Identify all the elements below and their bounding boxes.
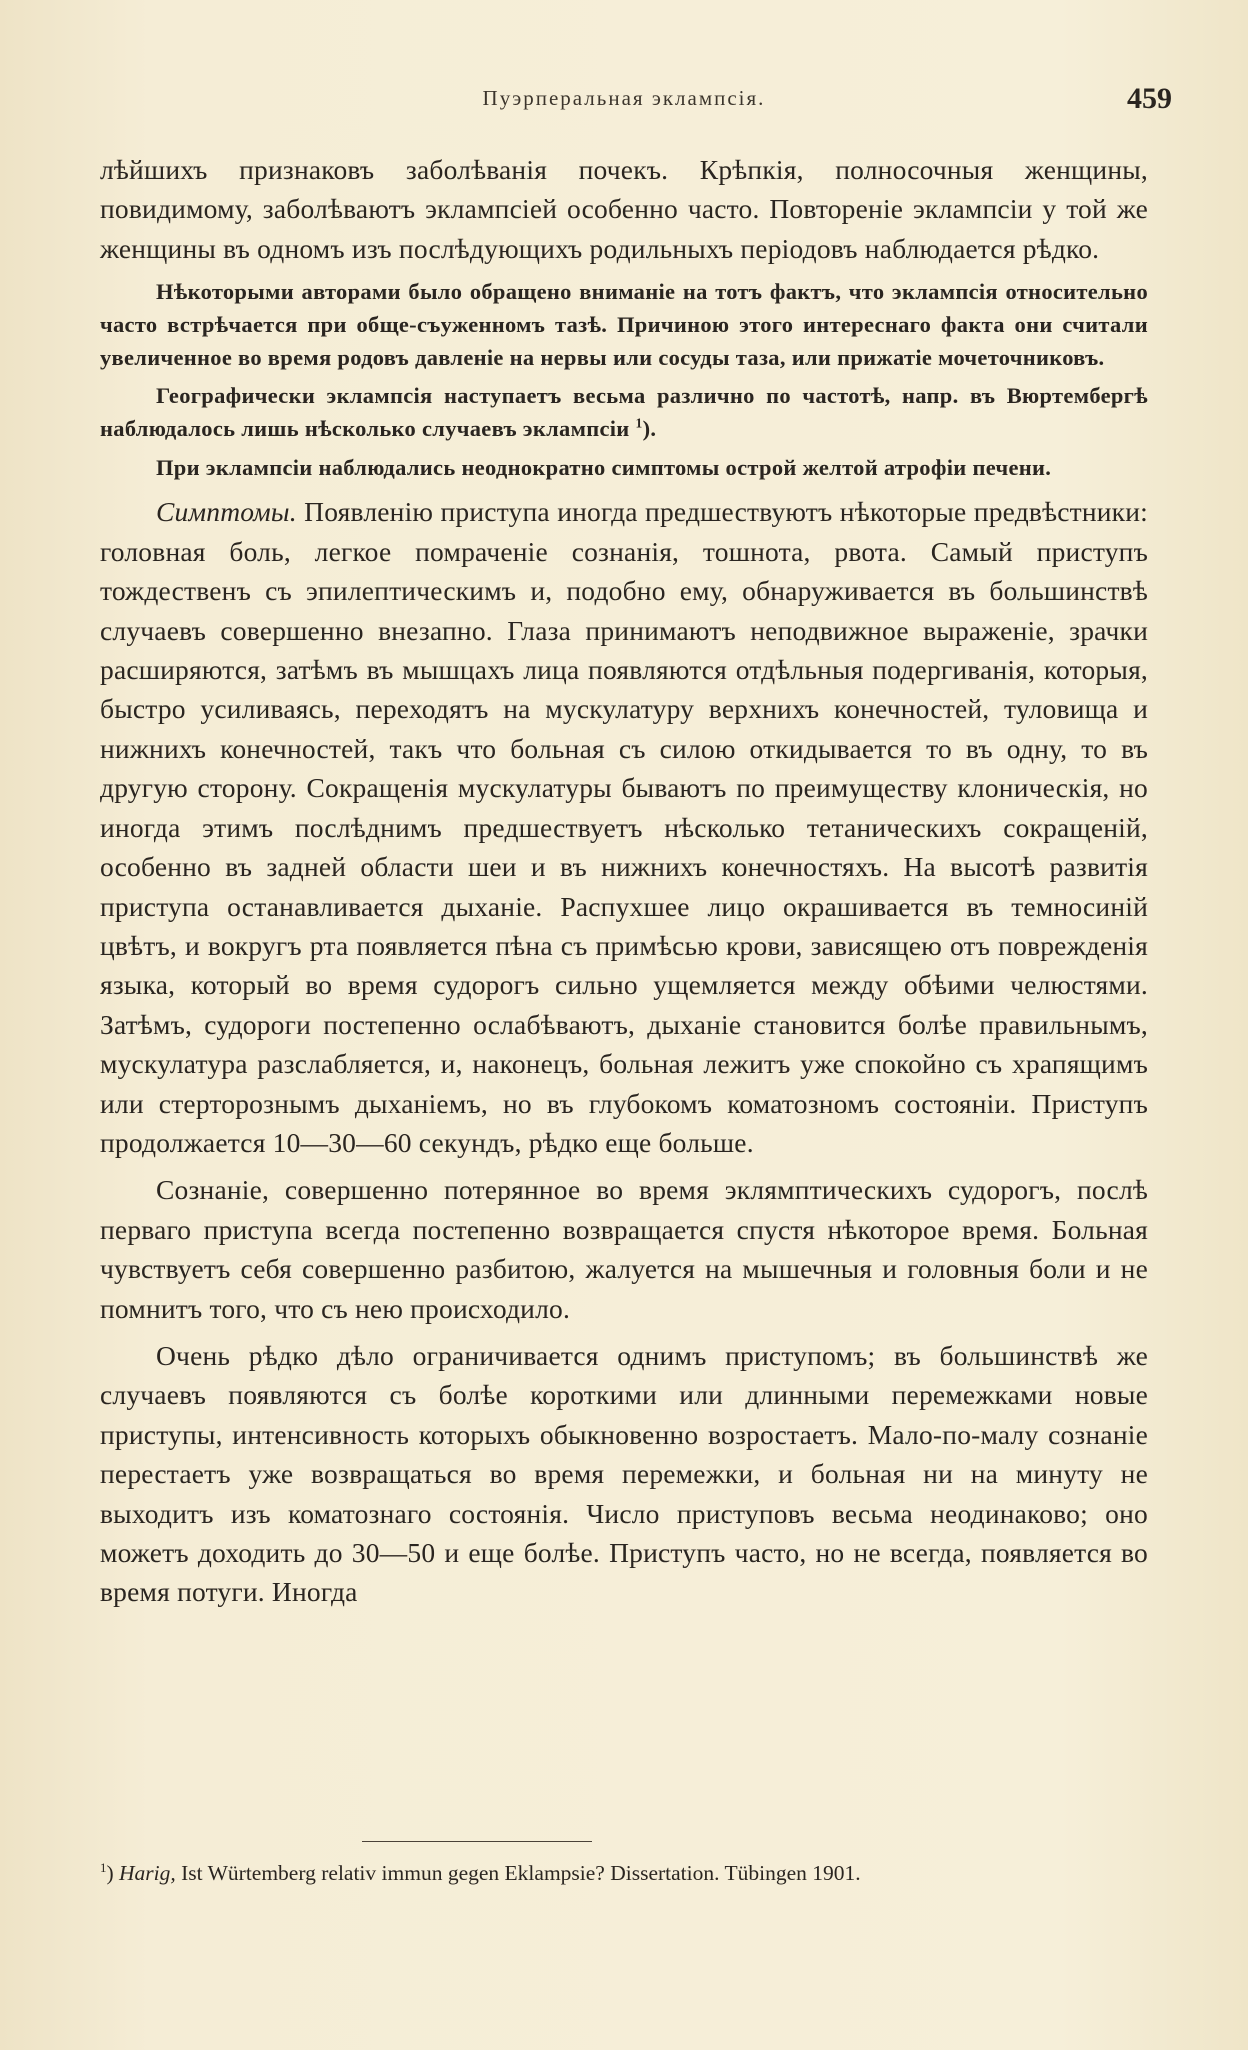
section-lead: Симптомы. <box>156 496 297 528</box>
footnote <box>100 1856 1148 1890</box>
paragraph-text: лѣйшихъ признаковъ заболѣванія почекъ. Крѣпкія, полносочныя женщины, повидимому, заболѣваютъ эклампсіей особенно часто. Повтореніе эклампсіи у той же женщины въ одномъ изъ послѣдующихъ родильныхъ періодовъ наблюдается рѣдко. <box>100 154 1148 264</box>
paragraph-symptoms <box>100 492 1148 1162</box>
paragraph-text: При эклампсіи наблюдались неоднократно симптомы острой желтой атрофіи печени. <box>156 454 1052 480</box>
paragraph-text: Сознаніе, совершенно потерянное во время эклямптическихъ судорогъ, послѣ перваго приступа всегда постепенно возвращается спустя нѣкоторое время. Больная чувствуетъ себя совершенно разбитою, жалуется на мышечныя и головныя боли и не помнитъ того, что съ нею происходило. <box>100 1174 1148 1324</box>
paragraph-text: Нѣкоторыми авторами было обращено вниманіе на тотъ фактъ, что эклампсія относительно часто встрѣчается при обще-съуженномъ тазѣ. Причиною этого интереснаго факта они считали увеличенное во время родовъ давленіе на нервы или сосуды таза, или прижатіе мочеточниковъ. <box>100 279 1148 370</box>
footnote-reference: 1 <box>635 415 643 431</box>
paragraph-text-end: ). <box>642 416 657 442</box>
footnote-marker: 1 <box>100 1860 107 1875</box>
footnote-text: Ist Würtemberg relativ immun gegen Eklampsie? Dissertation. Tübingen 1901. <box>175 1861 861 1885</box>
body-text <box>100 150 1148 1612</box>
page-header <box>0 82 1248 118</box>
paragraph-small-note <box>100 452 1148 485</box>
footnote-author: Harig, <box>119 1861 176 1885</box>
paragraph-small-note <box>100 380 1148 445</box>
page-number: 459 <box>1127 82 1172 115</box>
paragraph <box>100 1336 1148 1612</box>
footnote-marker-close: ) <box>106 1861 114 1885</box>
paragraph-small-note <box>100 276 1148 374</box>
paragraph-text: Очень рѣдко дѣло ограничивается однимъ приступомъ; въ большинствѣ же случаевъ появляются съ болѣе короткими или длинными перемежками новые приступы, интенсивность которыхъ обыкновенно возростаетъ. Мало-по-малу сознаніе перестаетъ уже возвращаться во время перемежки, и больная ни на минуту не выходитъ изъ коматознаго состоянія. Число приступовъ весьма неодинаково; оно можетъ доходить до 30—50 и еще болѣе. Приступъ часто, но не всегда, появляется во время потуги. Иногда <box>100 1339 1148 1608</box>
paragraph <box>100 1170 1148 1328</box>
paragraph-continuation <box>100 150 1148 268</box>
paragraph-text: Географически эклампсія наступаетъ весьма различно по частотѣ, напр. въ Вюртембергѣ наблюдалось лишь нѣсколько случаевъ эклампсіи <box>100 383 1148 442</box>
paragraph-text: Появленію приступа иногда предшествуютъ нѣкоторые предвѣстники: головная боль, легкое помраченіе сознанія, тошнота, рвота. Самый приступъ тождественъ съ эпилептическимъ и, подобно ему, обнаруживается въ большинствѣ случаевъ совершенно внезапно. Глаза принимаютъ неподвижное выраженіе, зрачки расширяются, затѣмъ въ мышцахъ лица появляются отдѣльныя подергиванія, которыя, быстро усиливаясь, переходятъ на мускулатуру верхнихъ конечностей, туловища и нижнихъ конечностей, такъ что больная съ силою откидывается то въ одну, то въ другую сторону. Сокращенія мускулатуры бываютъ по преимуществу клоническія, но иногда этимъ послѣднимъ предшествуетъ нѣсколько тетаническихъ сокращеній, особенно въ задней области шеи и въ нижнихъ конечностяхъ. На высотѣ развитія приступа останавливается дыханіе. Распухшее лицо окрашивается въ темносиній цвѣтъ, и вокругъ рта появляется пѣна съ примѣсью крови, зависящею отъ поврежденія языка, который во время судорогъ сильно ущемляется между обѣими челюстями. Затѣмъ, судороги постепенно ослабѣваютъ, дыханіе становится болѣе правильнымъ, мускулатура разслабляется, и, наконецъ, больная лежитъ уже спокойно съ храпящимъ или стерторознымъ дыханіемъ, но въ глубокомъ коматозномъ состояніи. Приступъ продолжается 10—30—60 секундъ, рѣдко еще больше. <box>100 496 1148 1158</box>
footnote-divider <box>362 1841 592 1842</box>
running-title: Пуэрперальная эклампсія. <box>482 86 766 110</box>
